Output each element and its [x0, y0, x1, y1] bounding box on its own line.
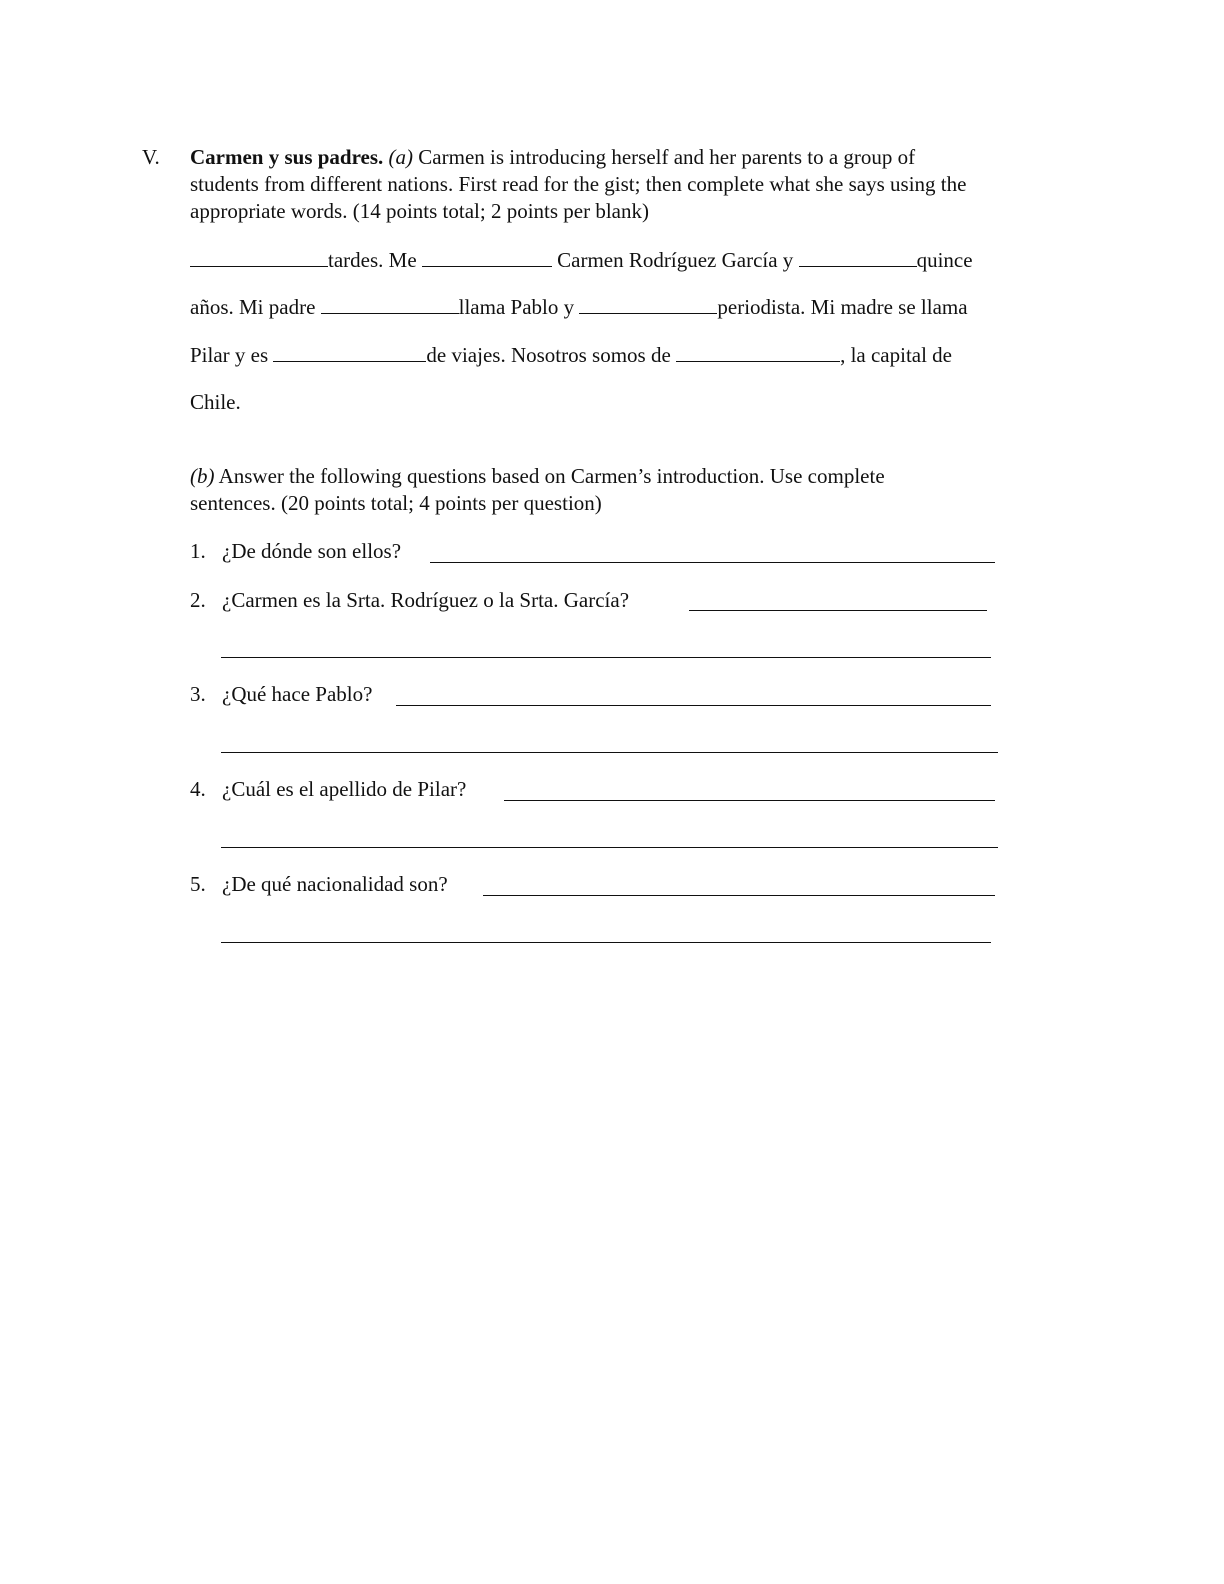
question-text: ¿Carmen es la Srta. Rodríguez o la Srta. García? [222, 588, 630, 612]
answer-blank[interactable] [273, 341, 426, 362]
question-number: 4. [190, 777, 206, 801]
passage-text: llama Pablo y [458, 295, 575, 319]
passage-text: Carmen Rodríguez García y [557, 248, 794, 272]
answer-line[interactable] [504, 800, 995, 801]
intro-line-2: students from different nations. First read for the gist; then complete what she says using the [190, 172, 967, 196]
answer-line[interactable] [396, 705, 991, 706]
answer-line[interactable] [221, 657, 991, 658]
passage-text: de viajes. Nosotros somos de [426, 343, 671, 367]
passage-line-4: Chile. [190, 390, 241, 414]
passage-text: , la capital de [840, 343, 953, 367]
question-number: 5. [190, 872, 206, 896]
passage-text: Pilar y es [190, 343, 269, 367]
answer-line[interactable] [689, 610, 987, 611]
passage-text: periodista. Mi madre se llama [717, 295, 968, 319]
part-b-label: (b) [190, 464, 215, 488]
question-number: 2. [190, 588, 206, 612]
answer-blank[interactable] [676, 341, 840, 362]
answer-line[interactable] [221, 942, 991, 943]
part-a-label: (a) [388, 145, 414, 169]
passage-line-2 [190, 293, 968, 321]
question-text: ¿De dónde son ellos? [222, 539, 402, 563]
answer-blank[interactable] [579, 293, 717, 314]
part-b-text-1: Answer the following questions based on Carmen’s introduction. Use complete [218, 464, 885, 488]
question-number: 3. [190, 682, 206, 706]
answer-line[interactable] [430, 562, 995, 563]
answer-blank[interactable] [422, 246, 552, 267]
answer-blank[interactable] [799, 246, 917, 267]
passage-text: años. Mi padre [190, 295, 316, 319]
passage-line-3 [190, 341, 952, 369]
answer-blank[interactable] [190, 246, 328, 267]
intro-text-1: Carmen is introducing herself and her parents to a group of [418, 145, 916, 169]
passage-line-1 [190, 246, 973, 274]
section-intro [190, 144, 1080, 225]
question-text: ¿Cuál es el apellido de Pilar? [222, 777, 467, 801]
part-b-line-2: sentences. (20 points total; 4 points per question) [190, 491, 602, 515]
section-number: V. [142, 145, 160, 169]
intro-line-3: appropriate words. (14 points total; 2 points per blank) [190, 199, 649, 223]
answer-blank[interactable] [321, 293, 459, 314]
intro-line-1 [190, 144, 1080, 171]
question-text: ¿De qué nacionalidad son? [222, 872, 448, 896]
answer-line[interactable] [483, 895, 995, 896]
part-b-line-1 [190, 463, 885, 490]
passage-text: tardes. Me [328, 248, 417, 272]
section-title: Carmen y sus padres. [190, 145, 384, 169]
answer-line[interactable] [221, 847, 998, 848]
answer-line[interactable] [221, 752, 998, 753]
question-text: ¿Qué hace Pablo? [222, 682, 373, 706]
passage-text: quince [916, 248, 973, 272]
question-number: 1. [190, 539, 206, 563]
